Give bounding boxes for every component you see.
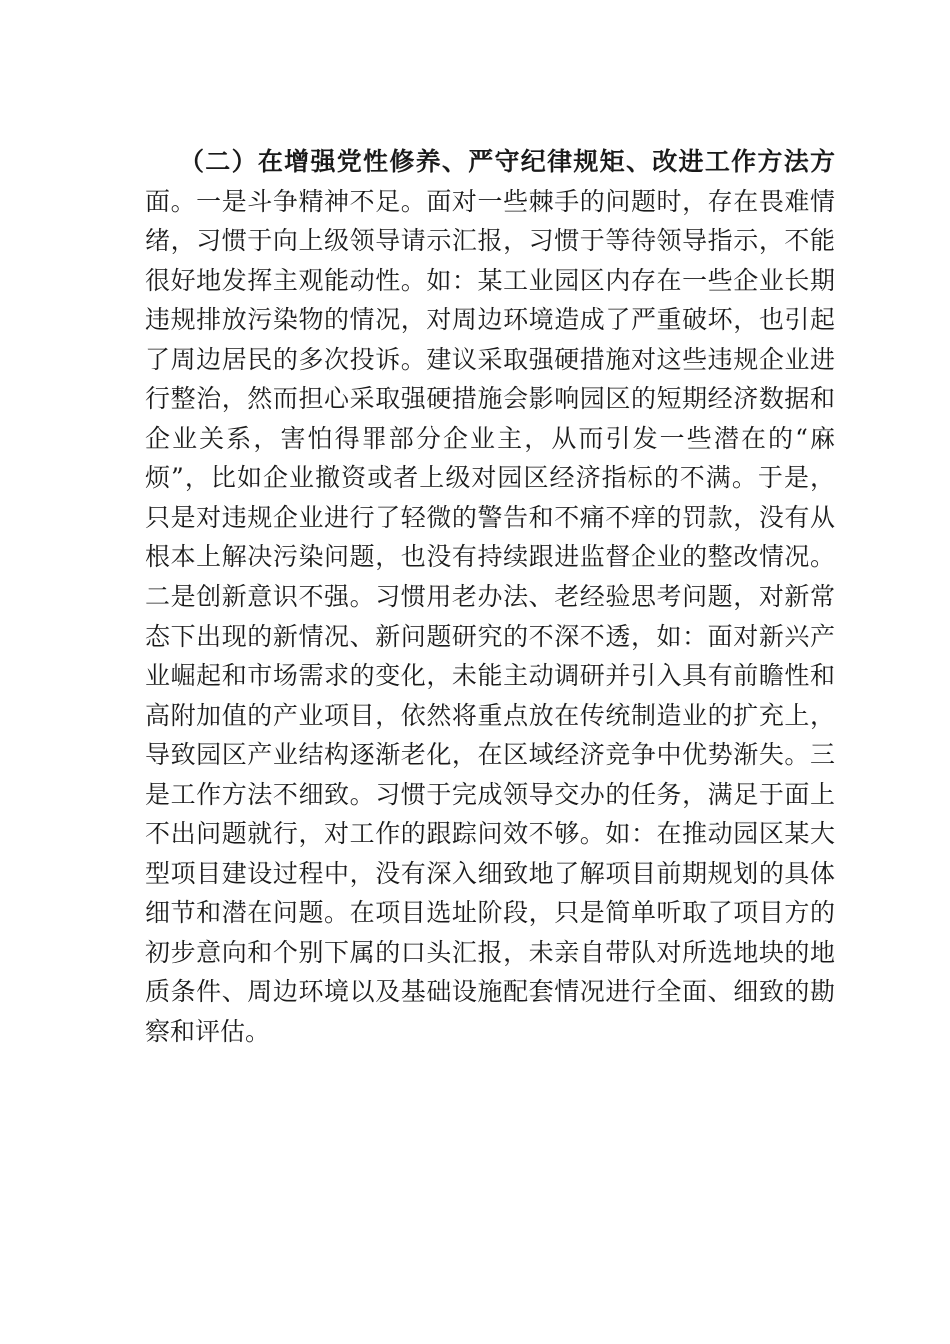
body-paragraph bbox=[145, 142, 835, 1052]
text-line-15: 高附加值的产业项目，依然将重点放在传统制造业的扩充上， bbox=[145, 700, 835, 730]
text-line-6: 了周边居民的多次投诉。建议采取强硬措施对这些违规企业进 bbox=[145, 344, 835, 374]
text-line-7: 行整治，然而担心采取强硬措施会影响园区的短期经济数据和 bbox=[145, 384, 835, 414]
text-line-20: 细节和潜在问题。在项目选址阶段，只是简单听取了项目方的 bbox=[145, 898, 835, 928]
text-line-4: 很好地发挥主观能动性。如：某工业园区内存在一些企业长期 bbox=[145, 265, 835, 295]
text-line-23: 察和评估。 bbox=[145, 1017, 271, 1047]
text-line-2: 面。一是斗争精神不足。面对一些棘手的问题时，存在畏难情 bbox=[145, 186, 835, 216]
text-line-19: 型项目建设过程中，没有深入细致地了解项目前期规划的具体 bbox=[145, 858, 835, 888]
text-line-1 bbox=[145, 142, 835, 182]
text-line-22: 质条件、周边环境以及基础设施配套情况进行全面、细致的勘 bbox=[145, 977, 835, 1007]
text-line-3: 绪，习惯于向上级领导请示汇报，习惯于等待领导指示，不能 bbox=[145, 226, 835, 256]
text-line-12: 二是创新意识不强。习惯用老办法、老经验思考问题，对新常 bbox=[145, 582, 835, 612]
text-line-18: 不出问题就行，对工作的跟踪问效不够。如：在推动园区某大 bbox=[145, 819, 835, 849]
text-line-9: 烦”，比如企业撤资或者上级对园区经济指标的不满。于是， bbox=[145, 463, 835, 493]
text-line-13: 态下出现的新情况、新问题研究的不深不透，如：面对新兴产 bbox=[145, 621, 835, 651]
text-line-11: 根本上解决污染问题，也没有持续跟进监督企业的整改情况。 bbox=[145, 542, 835, 572]
text-line-10: 只是对违规企业进行了轻微的警告和不痛不痒的罚款，没有从 bbox=[145, 502, 835, 532]
text-line-5: 违规排放污染物的情况，对周边环境造成了严重破坏，也引起 bbox=[145, 305, 835, 335]
text-line-16: 导致园区产业结构逐渐老化，在区域经济竞争中优势渐失。三 bbox=[145, 740, 835, 770]
section-heading: （二）在增强党性修养、严守纪律规矩、改进工作方法方 bbox=[179, 147, 835, 176]
text-line-14: 业崛起和市场需求的变化，未能主动调研并引入具有前瞻性和 bbox=[145, 661, 835, 691]
text-line-8: 企业关系，害怕得罪部分企业主，从而引发一些潜在的“麻 bbox=[145, 423, 835, 453]
text-line-21: 初步意向和个别下属的口头汇报，未亲自带队对所选地块的地 bbox=[145, 937, 835, 967]
text-line-17: 是工作方法不细致。习惯于完成领导交办的任务，满足于面上 bbox=[145, 779, 835, 809]
